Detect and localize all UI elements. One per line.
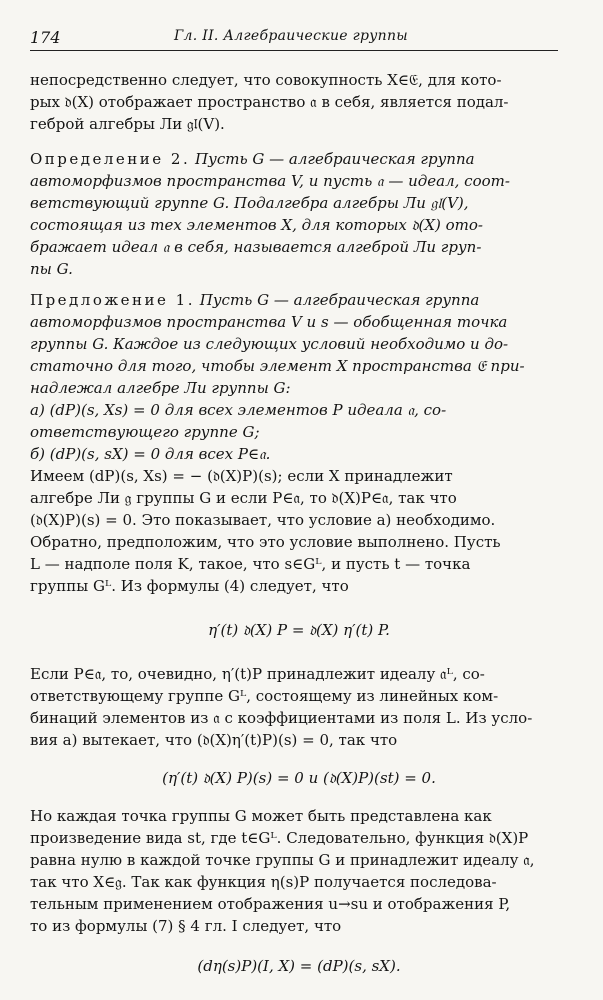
proof-line: группы Gᴸ. Из формулы (4) следует, что bbox=[30, 577, 349, 595]
text-line: рых 𝔡(X) отображает пространство 𝔞 в себя, является подал- bbox=[30, 93, 509, 111]
definition-line: пы G. bbox=[30, 260, 73, 278]
page-number: 174 bbox=[30, 28, 61, 47]
formula: (η′(t) 𝔡(X) P)(s) = 0 и (𝔡(X)P)(st) = 0. bbox=[162, 769, 436, 787]
definition-line: ветствующий группе G. Подалгебра алгебры Ли 𝔤𝔩(V), bbox=[30, 194, 469, 212]
proposition-line: автоморфизмов пространства V и s — обобщенная точка bbox=[30, 313, 508, 331]
proposition-label: Предложение 1. bbox=[30, 291, 195, 309]
text-line: тельным применением отображения u→su и отображения P, bbox=[30, 895, 511, 913]
proof-line: Имеем (dP)(s, Xs) = − (𝔡(X)P)(s); если X принадлежит bbox=[30, 467, 453, 485]
definition-label: Определение 2. bbox=[30, 150, 191, 168]
text-line: так что X∈𝔤. Так как функция η(s)P получается последова- bbox=[30, 873, 497, 891]
definition-line: состоящая из тех элементов X, для которых 𝔡(X) ото- bbox=[30, 216, 483, 234]
formula: (dη(s)P)(I, X) = (dP)(s, sX). bbox=[197, 957, 401, 975]
definition-line: автоморфизмов пространства V, и пусть 𝔞 — идеал, соот- bbox=[30, 172, 510, 190]
formula: η′(t) 𝔡(X) P = 𝔡(X) η′(t) P. bbox=[208, 621, 390, 639]
proof-line: Обратно, предположим, что это условие выполнено. Пусть bbox=[30, 533, 501, 551]
proposition-text: Пусть G — алгебраическая группа bbox=[199, 291, 480, 309]
proposition-line: группы G. Каждое из следующих условий необходимо и до- bbox=[30, 335, 509, 353]
text-line: Но каждая точка группы G может быть представлена как bbox=[30, 807, 492, 825]
text-line: Если P∈𝔞, то, очевидно, η′(t)P принадлежит идеалу 𝔞ᴸ, со- bbox=[30, 665, 485, 683]
text-line: бинаций элементов из 𝔞 с коэффициентами из поля L. Из усло- bbox=[30, 709, 533, 727]
text-line: геброй алгебры Ли 𝔤𝔩(V). bbox=[30, 115, 225, 133]
condition-a: а) (dP)(s, Xs) = 0 для всех элементов P идеала 𝔞, со- bbox=[30, 401, 447, 419]
proposition-line: статочно для того, чтобы элемент X пространства 𝔈 при- bbox=[30, 357, 525, 375]
condition-a: ответствующего группе G; bbox=[30, 423, 260, 441]
text-line: произведение вида st, где t∈Gᴸ. Следовательно, функция 𝔡(X)P bbox=[30, 829, 529, 847]
definition-line: бражает идеал 𝔞 в себя, называется алгеброй Ли груп- bbox=[30, 238, 482, 256]
text-line: то из формулы (7) § 4 гл. I следует, что bbox=[30, 917, 342, 935]
page-header bbox=[30, 28, 558, 51]
proposition-first-line bbox=[30, 290, 568, 311]
proof-line: (𝔡(X)P)(s) = 0. Это показывает, что условие а) необходимо. bbox=[30, 511, 496, 529]
text-line: ответствующему группе Gᴸ, состоящему из линейных ком- bbox=[30, 687, 499, 705]
proposition-line: надлежал алгебре Ли группы G: bbox=[30, 379, 291, 397]
definition-text: Пусть G — алгебраическая группа bbox=[195, 150, 475, 168]
condition-b: б) (dP)(s, sX) = 0 для всех P∈𝔞. bbox=[30, 445, 271, 463]
running-title: Гл. II. Алгебраические группы bbox=[173, 28, 408, 44]
proof-line: L — надполе поля K, такое, что s∈Gᴸ, и пусть t — точка bbox=[30, 555, 471, 573]
definition-first-line bbox=[30, 149, 568, 170]
text-line: равна нулю в каждой точке группы G и принадлежит идеалу 𝔞, bbox=[30, 851, 535, 869]
proof-line: алгебре Ли 𝔤 группы G и если P∈𝔞, то 𝔡(X)P∈𝔞, так что bbox=[30, 489, 457, 507]
text-line: непосредственно следует, что совокупность X∈𝔈, для кото- bbox=[30, 71, 502, 89]
text-line: вия а) вытекает, что (𝔡(X)η′(t)P)(s) = 0, так что bbox=[30, 731, 398, 749]
